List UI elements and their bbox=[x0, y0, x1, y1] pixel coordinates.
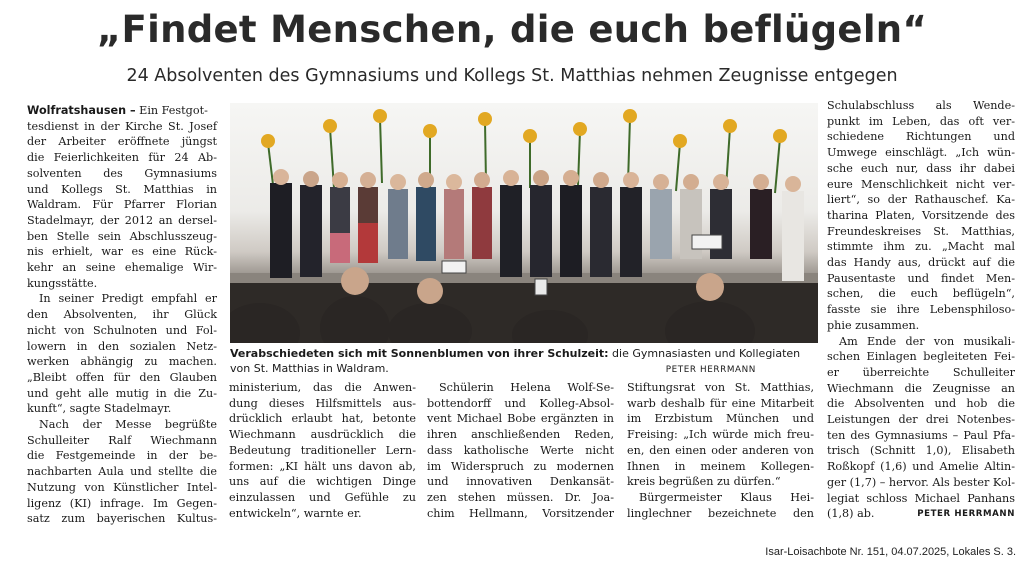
text-line: ben Stelle sein Abschlusszeug- bbox=[27, 229, 217, 243]
text-line: schen Einlagen begleiteten Fei- bbox=[827, 350, 1015, 364]
text-line: tharina Platen, Vorsitzende des bbox=[827, 208, 1015, 222]
text-line: satz zum bayerischen Kultus- bbox=[27, 512, 217, 526]
text-line: die Feierlichkeiten für 24 Ab- bbox=[27, 151, 217, 165]
article-column-2 bbox=[229, 380, 416, 521]
graduation-photo-illustration bbox=[230, 103, 818, 343]
caption-text: die Gymnasiasten und Kollegiaten bbox=[612, 347, 801, 360]
text-line: stimmte ihm zu. „Macht mal bbox=[827, 240, 1015, 254]
text-line: ihren anschließenden Reden, bbox=[427, 428, 614, 442]
text-line: nicht von Schulnoten und Fol- bbox=[27, 323, 217, 337]
text-line: Schulabschluss als Wende- bbox=[827, 99, 1015, 112]
text-line: er überreichte Schulleiter bbox=[827, 365, 1015, 379]
text-line: kunft“, sagte Stadelmayr. bbox=[27, 402, 172, 416]
text-line: kehr an seine ehemalige Wir- bbox=[27, 261, 217, 275]
text-line: Roßkopf (1,6) und Amelie Altin- bbox=[827, 460, 1015, 474]
text-line: Wiechmann die Zeugnisse an bbox=[827, 381, 1015, 395]
text-line: fasste sie ihre Lebensphiloso- bbox=[827, 303, 1015, 317]
text-line: Schulleiter Ralf Wiechmann bbox=[27, 433, 217, 447]
text-line: nachbarten Aula und stellte die bbox=[27, 465, 217, 479]
text-line: Freising: „Ich würde mich freu- bbox=[627, 428, 814, 442]
graduation-photo bbox=[230, 103, 818, 343]
text-line: linglechner bezeichnete den bbox=[627, 506, 814, 520]
text-line: Umwege einschlägt. „Ich wün- bbox=[827, 146, 1015, 160]
caption-bold: Verabschiedeten sich mit Sonnenblumen von ihrer Schulzeit: bbox=[230, 347, 609, 360]
publication-source: Isar-Loisachbote Nr. 151, 04.07.2025, Lokales S. 3. bbox=[765, 546, 1016, 558]
text-line: den Absolventen, ihr Glück bbox=[27, 308, 217, 322]
text-line: werken abhängig zu machen. bbox=[27, 355, 217, 369]
text-line: Stiftungsrat von St. Matthias, bbox=[627, 381, 814, 394]
text-line: schen, die euch beflügeln“, bbox=[827, 287, 1015, 301]
photo-caption bbox=[230, 346, 818, 376]
text-line: Leistungen der drei Notenbes- bbox=[827, 413, 1015, 427]
headline: „Findet Menschen, die euch beflügeln“ bbox=[96, 8, 928, 51]
text-line: entwickeln“, warnte er. bbox=[229, 506, 362, 520]
author-credit: PETER HERRMANN bbox=[917, 509, 1015, 520]
text-line: zen stehen müssen. Dr. Joa- bbox=[427, 490, 614, 504]
dateline: Wolfratshausen – bbox=[27, 104, 136, 117]
text-line: vent Michael Bobe ergänzten in bbox=[427, 412, 614, 426]
text-line: kungsstätte. bbox=[27, 276, 98, 290]
text-line: und innovativen Denkansät- bbox=[427, 475, 614, 489]
text-line: Stadelmayr, der 2012 an dersel- bbox=[27, 213, 217, 227]
text-line: kreis begrüßen zu dürfen.“ bbox=[627, 475, 781, 489]
text-line: ligenz (KI) infrage. Im Gegen- bbox=[27, 496, 217, 510]
text-line: uns auf die wichtigen Dinge bbox=[229, 475, 416, 489]
text-line: Pausentaste und findet Men- bbox=[827, 271, 1015, 285]
article-column-4 bbox=[627, 380, 814, 521]
text-line: dass katholische Werte nicht bbox=[427, 443, 614, 457]
article-column-3 bbox=[427, 380, 614, 521]
text-line: im Erzbistum München und bbox=[627, 412, 814, 426]
text-line: lowern in den sozialen Netz- bbox=[27, 339, 217, 353]
text-line: (1,8) ab. bbox=[827, 507, 875, 521]
text-line: dung dieses Hilfsmittels aus- bbox=[229, 396, 416, 410]
text-line: schiedene Richtungen und bbox=[827, 130, 1015, 144]
caption-text: von St. Matthias in Waldram. bbox=[230, 362, 389, 375]
text-line: trisch (Schnitt 1,0), Elisabeth bbox=[827, 444, 1015, 458]
text-line: ger (1,7) – hervor. Als bester Kol- bbox=[827, 475, 1016, 489]
text-line: punkt im Leben, das oft ver- bbox=[827, 114, 1015, 128]
text-line: sche euch nur, dass ihr dabei bbox=[827, 161, 1015, 175]
text-line: chim Hellmann, Vorsitzender bbox=[427, 506, 614, 520]
text-line: der Arbeiter eröffnete jüngst bbox=[27, 135, 217, 149]
text-line: Nutzung von Künstlicher Intel- bbox=[27, 480, 217, 494]
text-line: die Absolventen und hob die bbox=[827, 397, 1015, 411]
article-column-1: Wolfratshausen – Ein Festgot- tesdienst in der Kirche St. Josef der Arbeiter eröffnete jüngst die Feierlichkeiten für 24 Ab- solventen des Gymnasiums und Kollegs St. Matthias in Waldram. Für Pfarrer Florian Stadelmayr, der 2012 an dersel- ben Stelle sein Abschlusszeug- nis erhielt, war es eine Rück- kehr an seine ehemalige Wir- kungsstätte. In seiner Predigt empfahl er den Absolventen, ihr Glück nicht von Schulnoten und Fol- lowern in den sozialen Netz- werken abhängig zu machen. „Bleibt offen für den Glauben und geht alle mutig in die Zu- kunft“, sagte Stadelmayr. Nach der Messe begrüßte Schulleiter Ralf Wiechmann die Festgemeinde in der be- nachbarten Aula und stellte die Nutzung von Künstlicher Intel- ligenz (KI) infrage. Im Gegen- satz zum bayerischen Kultus- bbox=[27, 104, 217, 526]
text-line: solventen des Gymnasiums bbox=[27, 166, 217, 180]
text-line: nis erhielt, war es eine Rück- bbox=[27, 245, 217, 259]
text-line: tesdienst in der Kirche St. Josef bbox=[27, 119, 217, 133]
text-line: Wiechmann ausdrücklich die bbox=[229, 428, 416, 442]
text-line: formen: „KI hält uns davon ab, bbox=[229, 459, 416, 473]
text-line: eure Menschlichkeit nicht ver- bbox=[827, 177, 1015, 191]
text-line: und geht alle mutig in die Zu- bbox=[27, 386, 217, 400]
text-line: Schülerin Helena Wolf-Se- bbox=[439, 381, 614, 394]
text-line: die Festgemeinde in der be- bbox=[27, 449, 217, 463]
text-line: en, den einen oder anderen von bbox=[627, 443, 814, 457]
text-line: Ihnen in meinem Kollegen- bbox=[627, 459, 814, 473]
text-line: Freundeskreises St. Matthias, bbox=[827, 224, 1015, 238]
text-line: im Widerspruch zu modernen bbox=[427, 459, 614, 473]
subheadline: 24 Absolventen des Gymnasiums und Kollegs St. Matthias nehmen Zeugnisse entgegen bbox=[126, 66, 898, 86]
article-column-5 bbox=[827, 98, 1015, 522]
text-line: phie zusammen. bbox=[827, 318, 920, 332]
text-line: Bedeutung traditioneller Lern- bbox=[229, 443, 416, 457]
text-line: legiat schloss Michael Panhans bbox=[827, 491, 1015, 505]
text-line: liert“, so der Rathauschef. Ka- bbox=[827, 193, 1015, 207]
text-line: Waldram. Für Pfarrer Florian bbox=[27, 198, 217, 212]
text-line: Am Ende der von musikali- bbox=[839, 334, 1015, 348]
text-line: bottendorff und Kolleg-Absol- bbox=[427, 396, 614, 410]
text-line: ministerium, das die Anwen- bbox=[229, 381, 416, 394]
text-line: warb deshalb für eine Mitarbeit bbox=[627, 396, 814, 410]
text-line: drücklich erlaubt hat, betonte bbox=[229, 412, 416, 426]
text-line: In seiner Predigt empfahl er bbox=[39, 292, 217, 306]
text-line: das Handy aus, drückt auf die bbox=[827, 256, 1015, 270]
text-line: „Bleibt offen für den Glauben bbox=[27, 370, 217, 384]
text-line: Bürgermeister Klaus Hei- bbox=[639, 490, 814, 504]
text-line: Nach der Messe begrüßte bbox=[39, 418, 217, 432]
photo-credit: PETER HERRMANN bbox=[665, 365, 756, 375]
text-line: ten des Gymnasiums – Paul Pfa- bbox=[827, 428, 1015, 442]
text-line: und Kollegs St. Matthias in bbox=[27, 182, 217, 196]
text-line: einzulassen und Gefühle zu bbox=[229, 490, 416, 504]
